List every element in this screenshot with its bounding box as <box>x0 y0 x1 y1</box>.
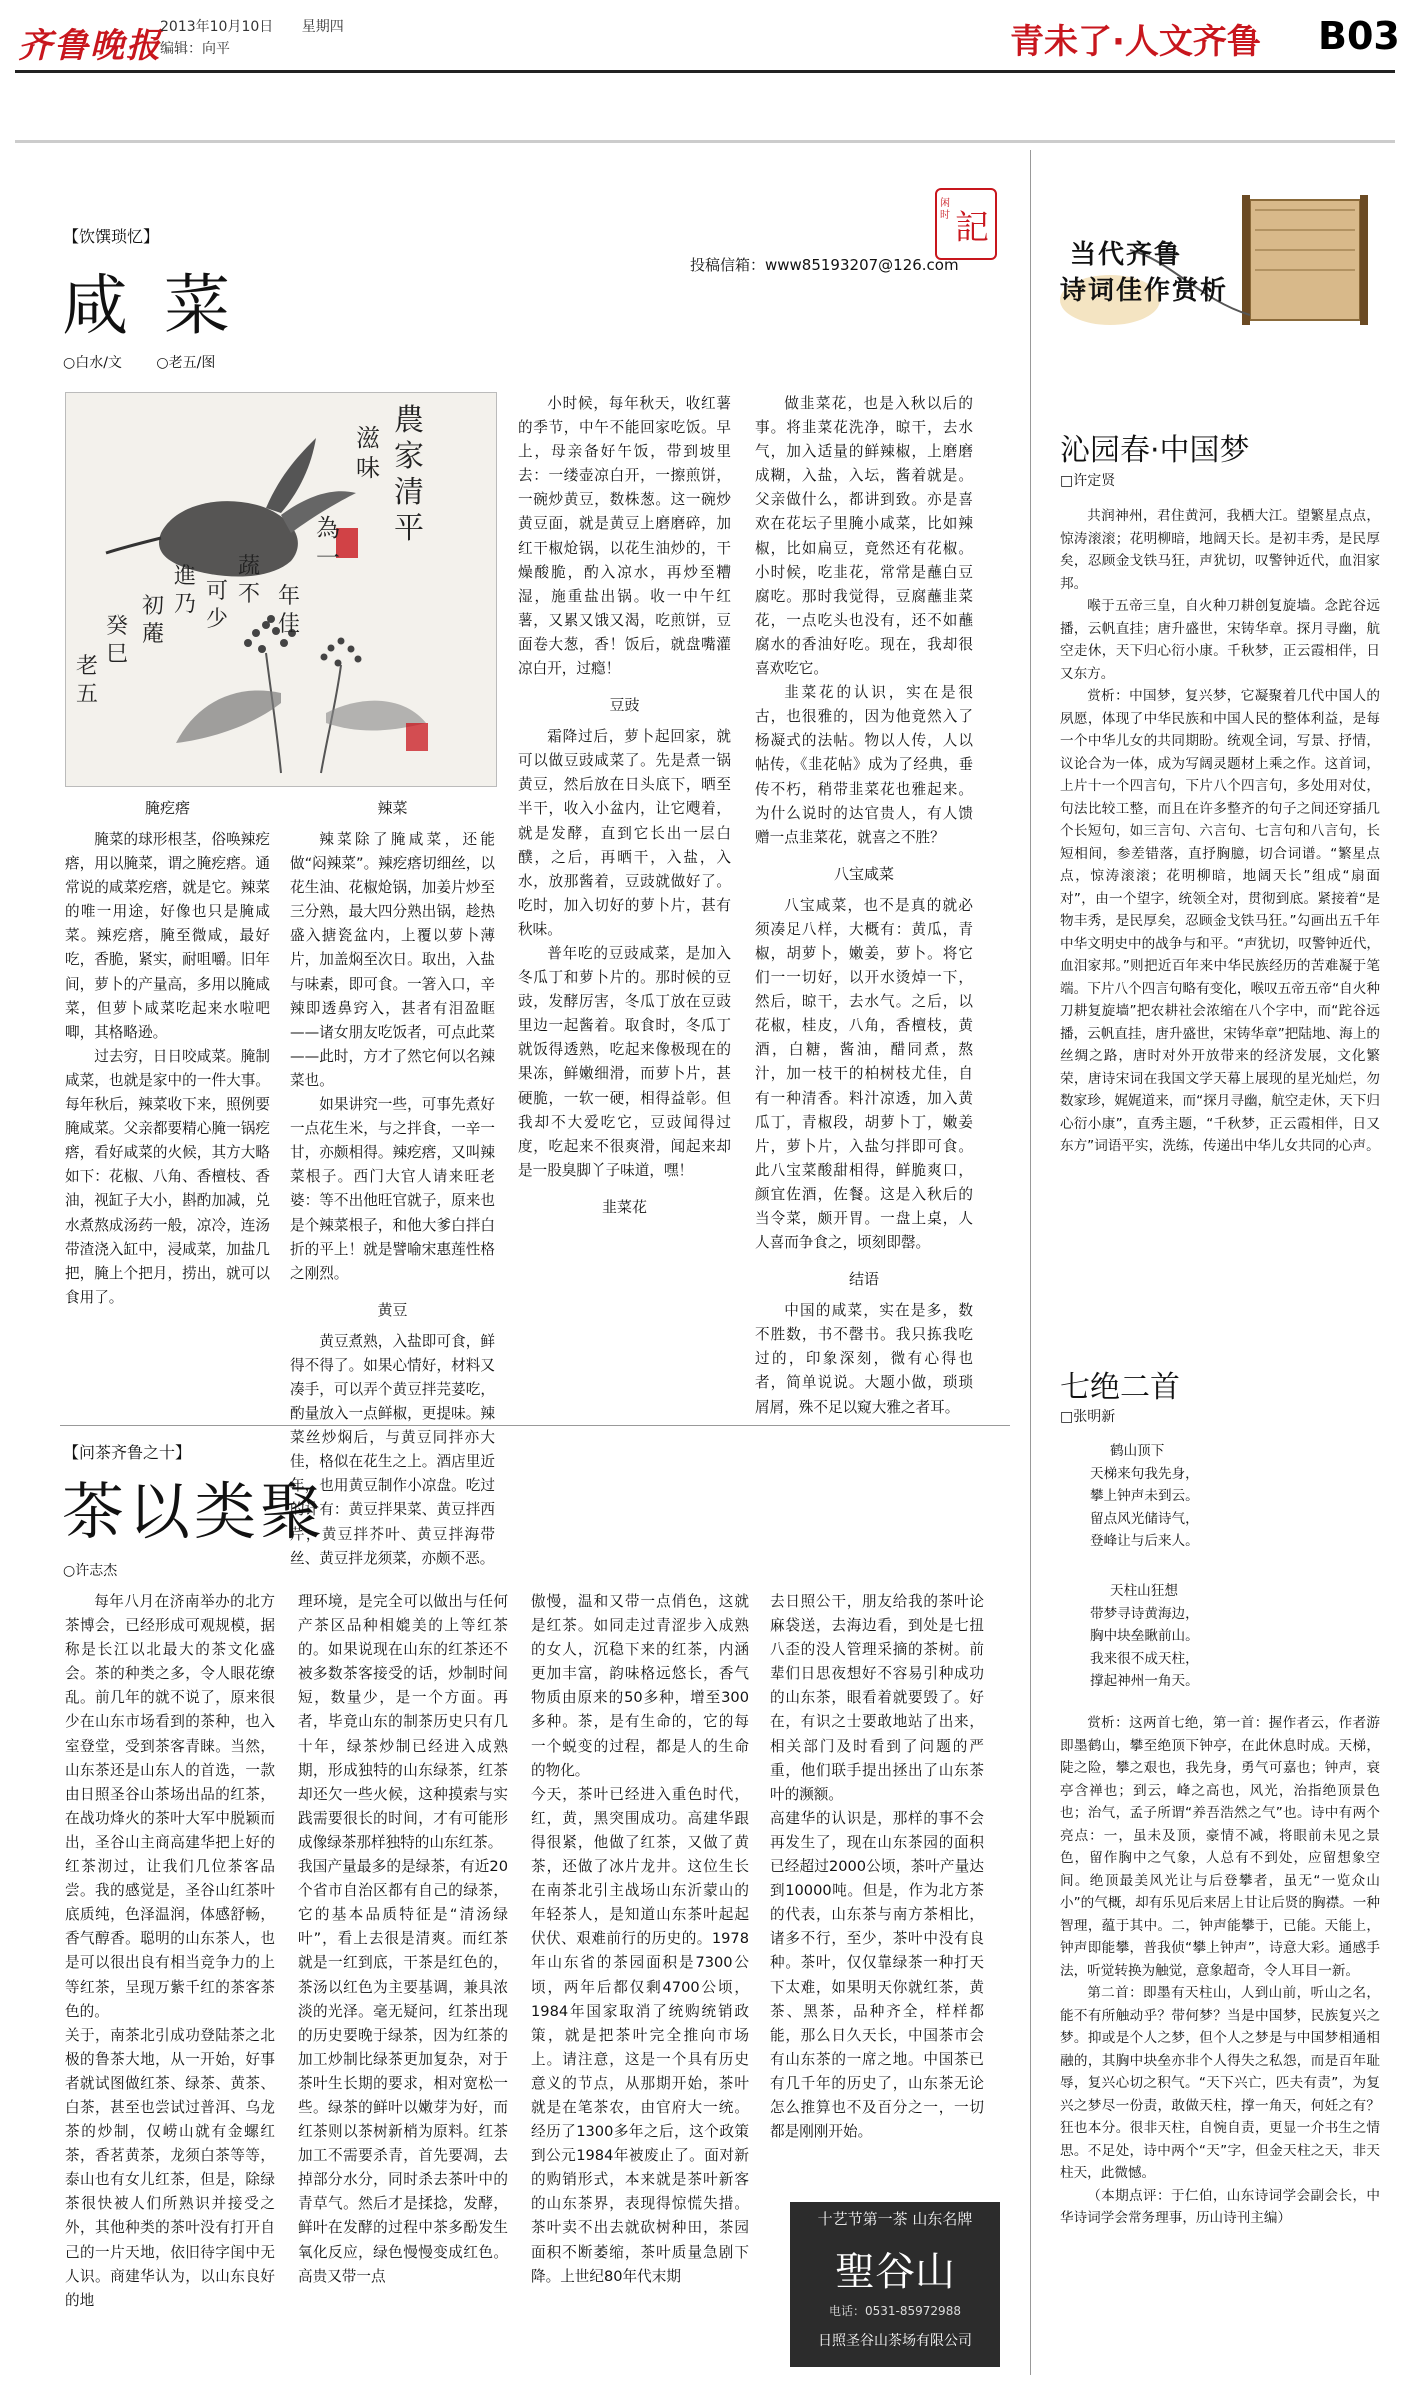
paragraph: 霜降过后，萝卜起回家，就可以做豆豉咸菜了。先是煮一锅黄豆，然后放在日头底下，晒至半干，收入小盆内，让它飕着，就是发酵，直到它长出一层白醭，之后，再晒干，入盐，入水，放那酱着，豆豉就做好了。吃时，加入切好的萝卜片，甚有秋味。 <box>518 728 731 938</box>
masthead <box>0 0 1409 70</box>
paragraph: 八宝咸菜，也不是真的就必须凑足八样，大概有：黄瓜，青椒，胡萝卜，嫩姜，萝卜。将它们一一切好，以开水烫焯一下，然后，晾干，去水气。之后，以花椒，桂皮，八角，香檀枝，黄酒，白糖，酱油，醋同煮，熬汁，加一枝干的柏树枝尤佳，自有一种清香。料汁凉透，加入黄瓜丁，青椒段，胡萝卜丁，嫩姜片，萝卜片，入盐匀拌即可食。此八宝菜酸甜相得，鲜脆爽口，颜宜佐酒，佐餐。这是入秋后的当令菜，颇开胃。一盘上桌，人人喜而争食之，顷刻即罄。 <box>755 896 973 1252</box>
poem2a-title: 鹤山顶下 <box>1110 1443 1165 1459</box>
poem1-body <box>1060 505 1380 1355</box>
poem2b-title: 天柱山狂想 <box>1110 1583 1178 1599</box>
ad-slogan: 十艺节第一茶 山东名牌 <box>817 2210 973 2228</box>
paragraph: 韭菜花的认识，实在是很古，也很雅的，因为他竟然入了杨凝式的法帖。物以人传，人以帖传，《韭花帖》成为了经典，垂传不朽，稍带韭菜花也雅起来。为什么说时的达官贵人，有人馈赠一点韭菜花，就喜之不胜？ <box>755 684 973 846</box>
article1-column-1 <box>65 796 270 1416</box>
column-stamp <box>935 188 997 260</box>
poem2a-line: 登峰让与后来人。 <box>1090 1533 1199 1549</box>
editor-note: （本期点评：于仁伯，山东诗词学会副会长，中华诗词学会常务理事，历山诗刊主编） <box>1060 2187 1380 2226</box>
article-title: 咸菜 <box>62 267 266 344</box>
poem2b-line: 我来很不成天柱， <box>1090 1650 1199 1667</box>
ad-phone: 电话：0531-85972988 <box>829 2304 961 2318</box>
section-heading-yanhuoda: 腌疙瘩 <box>144 799 190 817</box>
poem1-stanza-1: 共润神州，君住黄河，我栖大江。望繁星点点，惊涛滚滚；花明柳暗，地阔天长。是初丰秀，是民厚矣，忍顾金戈铁马狂，声犹切，叹警钟近代，血泪家邦。 <box>1060 508 1380 592</box>
issue-date: 2013年10月10日 <box>160 19 274 35</box>
article1-column-2 <box>290 796 495 1567</box>
inscription-col-5: 蔬不 <box>238 554 261 607</box>
stamp-side-text: 闲时 <box>940 198 950 221</box>
column-tag: 【饮馔琐忆】 <box>63 227 160 246</box>
byline <box>63 352 215 372</box>
banner-line-1: 当代齐鲁 <box>1070 240 1183 270</box>
article-title-2: 茶以类聚 <box>62 1475 327 1548</box>
inscription-col-10: 老五 <box>76 654 99 707</box>
paragraph: 腌菜的球形根茎，俗唤辣疙瘩，用以腌菜，谓之腌疙瘩。通常说的咸菜疙瘩，就是它。辣菜的唯一用途，好像也只是腌咸菜。辣疙瘩，腌至微咸，最好吃，香脆，紧实，耐咀嚼。旧年间，萝卜的产量高，多用以腌咸菜，但萝卜咸菜吃起来水啦吧唧，其格略逊。 <box>65 831 270 1041</box>
column-divider <box>1030 150 1031 2375</box>
section-heading-huangdou: 黄豆 <box>377 1300 408 1319</box>
paragraph: 小时候，每年秋天，收红薯的季节，中午不能回家吃饭。早上，母亲备好午饭，带到坡里去：一缕壶凉白开，一擦煎饼，一碗炒黄豆，数株葱。这一碗炒黄豆面，就是黄豆上磨磨碎，加红干椒炝锅，以花生油炒的，干燥酸脆，酌入凉水，再炒至糟湿，施重盐出锅。收一中午红薯，又累又饿又渴，吃煎饼，豆面卷大葱，香！饭后，就盘嘴灌凉白开，过瘾！ <box>518 395 731 678</box>
section-heading-jieyu: 结语 <box>848 1270 879 1289</box>
masthead-date <box>160 16 344 36</box>
inscription-col-2: 滋味 <box>356 424 380 482</box>
poem2-author: □张明新 <box>1060 1409 1116 1425</box>
paragraph: 做韭菜花，也是入秋以后的事。将韭菜花洗净，晾干，去水气，加入适量的鲜辣椒，上磨磨成糊，入盐，入坛，酱着就是。父亲做什么，都讲到致。亦是喜欢在花坛子里腌小咸菜，比如辣椒，比如扁豆，竟然还有花椒。小时候，吃韭花，常常是蘸白豆腐吃。那时我觉得，豆腐蘸韭菜花，一点吃头也没有，还不如蘸腐水的香油好吃。现在，我却很喜欢吃它。 <box>755 395 973 678</box>
poem1-author: □许定贤 <box>1060 473 1116 489</box>
flower-cluster-2 <box>321 638 362 667</box>
illustration-painting <box>65 392 497 787</box>
issue-weekday: 星期四 <box>301 19 344 35</box>
inscription-col-1: 農家清平 <box>394 403 424 546</box>
section-heading-douchi: 豆豉 <box>609 696 640 715</box>
inscription-col-3: 為一 <box>316 514 340 572</box>
article2-column-1: 每年八月在济南举办的北方茶博会，已经形成可观规模，据称是长江以北最大的茶文化盛会。茶的种类之多，令人眼花缭乱。前几年的就不说了，原来很少在山东市场看到的茶种，也入室登堂，受到茶客青睐。当然，山东茶还是山东人的首选，一款由日照圣谷山茶场出品的红茶，在战功烽火的茶叶大军中脱颖而出，圣谷山主商高建华把上好的红茶沏过，让我们几位茶客品尝。我的感觉是，圣谷山红茶叶底质纯，色泽温润，体感舒畅，香气醇香。聪明的山东茶人，也是可以很出良有相当竞争力的上等红茶，呈现万紫千红的茶客茶色的。 关于，南茶北引成功登陆茶之北极的鲁茶大地，从一开始，好事者就试图做红茶、绿茶、黄茶、白茶，甚至也尝试过普洱、乌龙茶的炒制，仅崂山就有金螺红茶，香茗黄茶，龙须白茶等等，泰山也有女儿红茶，但是，除绿茶很快被人们所熟识并接受之外，其他种类的茶叶没有打开自己的一片天地，依旧待字闺中无人识。商建华认为，以山东良好的地 <box>65 1593 275 2309</box>
newspaper-logo: 齐鲁晚报 <box>18 26 162 66</box>
article1-column-4 <box>755 392 973 1416</box>
poem2b-line: 带梦寻诗黄海边， <box>1090 1605 1199 1622</box>
inscription-col-6: 可少 <box>206 579 229 632</box>
stamp-char: 記 <box>955 208 989 248</box>
masthead-rule-thin <box>15 140 1395 143</box>
article2-column-2: 理环境，是完全可以做出与任何产茶区品种相媲美的上等红茶的。如果说现在山东的红茶还不被多数茶客接受的话，炒制时间短，数量少，是一个方面。再者，毕竟山东的制茶历史只有几十年，绿茶炒制已经进入成熟期，形成独特的山东绿茶，红茶却还欠一些火候，这种摸索与实践需要很长的时间，才有可能形成像绿茶那样独特的山东红茶。 我国产量最多的是绿茶，有近20个省市自治区都有自己的绿茶，它的基本品质特征是“清汤绿叶”，看上去很是清爽。而红茶就是一红到底，干茶是红色的，茶汤以红色为主要基调，兼具浓淡的光泽。毫无疑问，红茶出现的历史要晚于绿茶，因为红茶的加工炒制比绿茶更加复杂，对于茶叶生长期的要求，相对宽松一些。绿茶的鲜叶以嫩芽为好，而红茶则以茶树新梢为原料。红茶加工不需要杀青，首先要凋，去掉部分水分，同时杀去茶叶中的青草气。然后才是揉捻，发酵，鲜叶在发酵的过程中茶多酚发生氧化反应，绿色慢慢变成红色。高贵又带一点 <box>298 1593 508 2285</box>
inscription-col-8: 初蓭 <box>142 594 165 647</box>
inscription-col-9: 癸巳 <box>106 614 129 667</box>
paragraph: 普年吃的豆豉咸菜，是加入冬瓜丁和萝卜片的。那时候的豆豉，发酵厉害，冬瓜丁放在豆豉里边一起酱着。取食时，冬瓜丁就饭得透熟，吃起来像极现在的果冻，鲜嫩细滑，而萝卜片，甚硬脆，一软一硬，相得益彰。但我却不大爱吃它，豆豉闻得过度，吃起来不很爽滑，闻起来却是一股臭脚丫子味道，嘿！ <box>518 944 731 1179</box>
poetry-banner <box>1050 190 1380 350</box>
section-heading-babao: 八宝咸菜 <box>833 864 894 883</box>
poem2-analysis-block <box>1060 1712 1380 2377</box>
paragraph: 过去穷，日日咬咸菜。腌制咸菜，也就是家中的一件大事。每年秋后，辣菜收下来，照例要腌咸菜。父亲都要精心腌一锅疙瘩，看好咸菜的火候，其方大略如下：花椒、八角、香檀枝、香油，视缸子大小，斟酌加减，兑水煮熬成汤药一般，凉冷，连汤带渣浇入缸中，浸咸菜，加盐几把，腌上个把月，捞出，就可以食用了。 <box>65 1047 270 1306</box>
poem1-analysis: 赏析：中国梦，复兴梦，它凝聚着几代中国人的夙愿，体现了中华民族和中国人民的整体利益，是每一个中华儿女的共同期盼。统观全词，写景、抒情，议论合为一体，成为写阔灵题材上乘之作。这首词，上片十一个四言句，下片八个四言句，多处用对仗，句法比较工整，而且在许多整齐的句子之间还穿插几个长短句，如三言句、六言句、七言句和八言句，长短相间，参差错落，直抒胸臆，切合词谱。“繁星点点，惊涛滚滚；花明柳暗，地阔天长”组成“扇面对”，由一个望字，统领全对，贯彻到底。紧接着“是物丰秀，是民厚矣，忍顾金戈铁马狂。”勾画出五千年中华文明史中的战争与和平。“声犹切，叹警钟近代，血泪家邦。”则把近百年来中华民族经历的苦难凝于笔端。下片八个四言句略有变化，喉叹五帝五帝“自火种刀耕复旋墙”把农耕社会浓缩在八个字中，而“跎谷远播，云帆直挂，唐升盛世，宋铸华章”把陆地、海上的丝绸之路，唐时对外开放带来的经济发展，文化繁荣，唐诗宋词在我国文学天幕上展现的星光灿烂，勿数家珍，娓娓道来，而“探月寻幽，航空走休，天下归心衍小康”，直秀主题，“千秋梦，正云霞相伴，日又东方”词语平实，洗练，传递出中华儿女共同的心声。 <box>1060 688 1380 1154</box>
poem2a-line: 留点风光储诗气， <box>1090 1510 1199 1527</box>
byline-author: ○白水/文 <box>63 355 122 371</box>
ad-company: 日照圣谷山茶场有限公司 <box>818 2333 972 2349</box>
poem2-analysis-2: 第二首：即墨有天柱山，人到山前，听山之名，能不有所触动乎？带何梦？当是中国梦，民族复兴之梦。抑或是个人之梦，但个人之梦是与中国梦相通相融的，其胸中块垒亦非个人得失之私怨，而是百年耻辱，复兴心切之积气。“天下兴亡，匹夫有责”，为复兴之梦尽一份责，敢做天柱，撑一角天，何妊之有？狂也本分。很非天柱，自惋自责，更显一介书生之情思。不足处，诗中两个“天”字，但金天柱之天，非天柱天，此微憾。 <box>1060 1985 1380 2181</box>
paragraph: 黄豆煮熟，入盐即可食，鲜得不得了。如果心情好，材料又凑手，可以弄个黄豆拌芫荽吃，酌量放入一点鲜椒，更提味。辣菜丝炒焖后，与黄豆同拌亦大佳，格似在花生之上。酒店里近年，也用黄豆制作小凉盘。吃过的计有：黄豆拌果菜、黄豆拌西芹，黄豆拌芥叶、黄豆拌海带丝、黄豆拌龙须菜，亦颇不恶。 <box>290 1332 495 1567</box>
artist-seal-2 <box>406 723 428 751</box>
article2-column-4: 去日照公干，朋友给我的茶叶论麻袋送，去海边看，到处是七扭八歪的没人管理采摘的茶树。前辈们日思夜想好不容易引种成功的山东茶，眼看着就要毁了。好在，有识之士要敢地站了出来，相关部门及时看到了问题的严重，他们联手提出拯出了山东茶叶的濒额。 高建华的认识是，那样的事不会再发生了，现在山东茶园的面积已经超过2000公顷，茶叶产量达到10000吨。但是，作为北方茶的代表，山东茶与南方茶相比，诸多不行，至少，茶叶中没有良种。茶叶，仅仅靠绿茶一种打天下太难，如果明天你就红茶，黄茶、黑茶，品种齐全，样样都能，那么日久天长，中国茶市会有山东茶的一席之地。中国茶已有几千年的历史了，山东茶无论怎么推算也不及百分之一，一切都是刚刚开始。 <box>770 1593 984 2141</box>
masthead-rule <box>15 70 1395 73</box>
poem2a-line: 天梯来句我先身， <box>1090 1465 1199 1482</box>
byline-artist: ○老五/图 <box>156 355 216 371</box>
poem2-analysis: 赏析：这两首七绝，第一首：握作者云，作者游即墨鹤山，攀至绝顶下钟亭，在此休息时成。天梯，陡之险，攀之艰也，我先身，勇气可嘉也；钟声，衰亭含禅也；到云，峰之高也，风光，治指绝顶景色也；治气，孟子所谓“养吾浩然之气”也。诗中有两个亮点：一，虽未及顶，豪情不减，将眼前未见之景色，留作胸中之气象，人总有不到处，应留想象空间。绝顶最美风光让与后登攀者，虽无“一览众山小”的气概，却有乐见后来居上甘让后贤的胸襟。一种智理，蕴于其中。二，钟声能攀于，已能。天能上，钟声即能攀，普我侦“攀上钟声”，诗意大彩。通感手法，听觉转换为触觉，意象超奇，令人耳目一新。 <box>1060 1715 1380 1979</box>
poem2b-line: 撑起神州一角天。 <box>1090 1673 1199 1689</box>
byline-2: ○许志杰 <box>63 1563 118 1579</box>
lower-leaf-1 <box>176 690 281 743</box>
ad-brand: 聖谷山 <box>835 2249 955 2295</box>
article2-column-3: 傲慢，温和又带一点俏色，这就是红茶。如同走过青涩步入成熟的女人，沉稳下来的红茶，内涵更加丰富，韵味格远悠长，香气物质由原来的50多种，增至300多种。茶，是有生命的，它的每一个蜕变的过程，都是人的生命的物化。 今天，茶叶已经进入重色时代，红，黄，黑突围成功。高建华跟得很紧，他做了红茶，又做了黄茶，还做了冰片龙井。这位生长在南茶北引主战场山东沂蒙山的年轻茶人，是知道山东茶叶起起伏伏、艰难前行的历史的。1978年山东省的茶园面积是7300公顷，两年后都仅剩4700公顷，1984年国家取消了统购统销政策，就是把茶叶完全推向市场上。请注意，这是一个具有历史意义的节点，从那期开始，茶叶就是在笔茶农，由官府大一统。经历了1300多年之后，这个政策到公元1984年被废止了。面对新的购销形式，本来就是茶叶新客的山东茶界，表现得惊慌失措。茶叶卖不出去就砍树种田，茶园面积不断萎缩，茶叶质量急剧下降。上世纪80年代末期 <box>531 1593 749 2285</box>
poem2-title: 七绝二首 <box>1060 1370 1180 1405</box>
masthead-editor: 编辑：向平 <box>160 41 230 57</box>
radish-tail <box>106 538 161 553</box>
poem2b <box>1060 1580 1380 1705</box>
tea-advertisement <box>790 2202 1000 2367</box>
inscription-col-7: 進乃 <box>174 564 197 617</box>
poem2a <box>1060 1440 1380 1570</box>
column-tag-2: 【问茶齐鲁之十】 <box>63 1443 192 1462</box>
poem2b-line: 胸中块垒瞅前山。 <box>1090 1628 1199 1644</box>
page-number: B03 <box>1318 14 1400 58</box>
section-heading-lacai: 辣菜 <box>377 799 408 817</box>
poem2a-line: 攀上钟声未到云。 <box>1090 1488 1199 1504</box>
banner-line-2: 诗词佳作赏析 <box>1060 276 1229 306</box>
paragraph: 辣菜除了腌咸菜，还能做“闷辣菜”。辣疙瘩切细丝，以花生油、花椒炝锅，加姜片炒至三分熟，最大四分熟出锅，趁热盛入搪瓷盆内，上覆以萝卜薄片，加盖焖至次日。取出，入盐与味素，即可食。一箸入口，辛辣即透鼻窍入，甚者有泪盈眶——诸女朋友吃饭者，可点此菜——此时，方才了然它何以名辣菜也。 <box>290 831 495 1089</box>
poem1-stanza-2: 喉于五帝三皇，自火种刀耕创复旋墙。念跎谷远播，云帆直挂；唐升盛世，宋铸华章。探月寻幽，航空走休，天下归心衍小康。千秋梦，正云霞相伴，日又东方。 <box>1060 598 1380 682</box>
paragraph: 如果讲究一些，可事先煮好一点花生米，与之拌食，一辛一甘，亦颇相得。辣疙瘩，又叫辣菜根子。西门大官人请来旺老婆：等不出他旺官就子，原来也是个辣菜根子，和他大爹白拌白折的平上！就是譬喻宋惠莲性格之刚烈。 <box>290 1096 495 1282</box>
section-heading-jiucaihua: 韭菜花 <box>601 1197 647 1216</box>
article1-column-3 <box>518 392 731 1416</box>
paragraph: 中国的咸菜，实在是多，数不胜数，书不罄书。我只拣我吃过的，印象深刻，微有心得也者，简单说说。大题小做，琐琐屑屑，殊不足以窥大雅之者耳。 <box>755 1302 973 1416</box>
section-title: 青未了·人文齐鲁 <box>1010 22 1261 62</box>
inscription-col-4: 年佳 <box>278 584 301 637</box>
poem1-title: 沁园春·中国梦 <box>1060 433 1250 468</box>
submission-email: 投稿信箱：www85193207@126.com <box>690 256 959 274</box>
article-divider <box>60 1425 1010 1426</box>
